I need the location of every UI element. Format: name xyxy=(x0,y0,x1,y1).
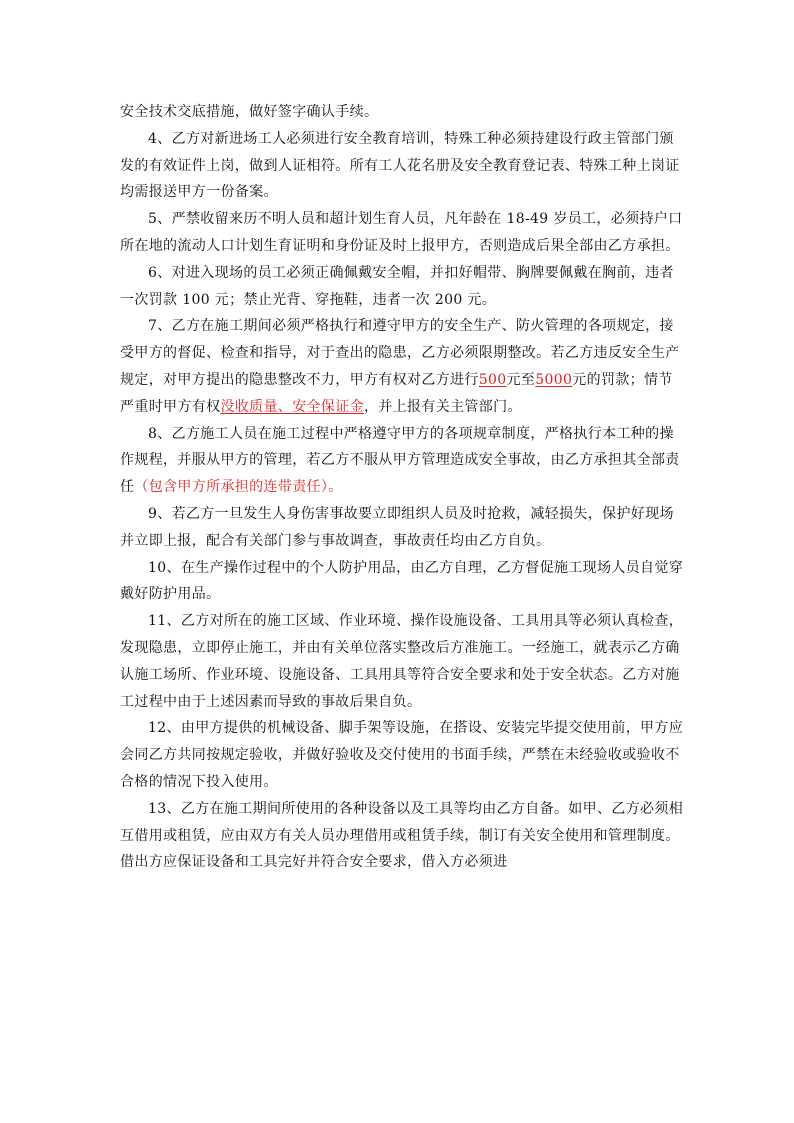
paragraph-item-7 xyxy=(120,313,686,420)
item-7-fine-max: 5000 xyxy=(535,371,573,388)
item-7-text-c: 元至 xyxy=(506,371,536,388)
paragraph-item-13: 13、乙方在施工期间所使用的各种设备以及工具等均由乙方自备。如甲、乙方必须相互借用或租赁，应由双方有关人员办理借用或租赁手续，制订有关安全使用和管理制度。借出方应保证设备和工具完好并符合安全要求，借入方必须进 xyxy=(120,800,684,871)
item-7-fine-min: 500 xyxy=(478,371,507,388)
paragraph-item-11: 11、乙方对所在的施工区域、作业环境、操作设施设备、工具用具等必须认真检查，发现隐患，立即停止施工，并由有关单位落实整改后方准施工。一经施工，就表示乙方确认施工场所、作业环境、设施设备、工具用具等符合安全要求和处于安全状态。乙方对施工过程中由于上述因素而导致的事故后果自负。 xyxy=(120,613,684,710)
item-8-joint-liability: （包含甲方所承担的连带责任）。 xyxy=(134,479,343,496)
paragraph-item-10: 10、在生产操作过程中的个人防护用品，由乙方自理，乙方督促施工现场人员自觉穿戴好防护用品。 xyxy=(120,559,684,603)
paragraph-item-6: 6、对进入现场的员工必须正确佩戴安全帽，并扣好帽带、胸牌要佩戴在胸前，违者一次罚款 100 元；禁止光背、穿拖鞋，违者一次 200 元。 xyxy=(120,264,674,308)
paragraph-item-4: 4、乙方对新进场工人必须进行安全教育培训，特殊工种必须持建设行政主管部门颁发的有效证件上岗，做到人证相符。所有工人花名册及安全教育登记表、特殊工种上岗证均需报送甲方一份备案。 xyxy=(120,130,680,201)
item-7-forfeit-deposit: 没收质量、安全保证金 xyxy=(220,398,364,415)
paragraph-item-12: 12、由甲方提供的机械设备、脚手架等设施，在搭设、安装完毕提交使用前，甲方应会同乙方共同按规定验收，并做好验收及交付使用的书面手续，严禁在未经验收或验收不合格的情况下投入使用。 xyxy=(120,720,684,790)
item-7-text-e: 元的罚款； xyxy=(572,371,645,388)
item-7-text-h: ，并上报有关主管部门。 xyxy=(363,398,522,415)
paragraph-item-5: 5、严禁收留来历不明人员和超计划生育人员，凡年龄在 18-49 岁员工，必须持户口所在地的流动人口计划生育证明和身份证及时上报甲方，否则造成后果全部由乙方承担。 xyxy=(120,211,683,254)
document-body xyxy=(120,99,686,876)
item-8-text-a: 8、乙方施工人员在施工过程中严格遵守甲方的各项规章制度，严格执行本工种的操作规程，并服从甲方的管理，若乙方不服从甲方管理造成安全事故，由乙方承担其全部责任 xyxy=(120,425,680,496)
paragraph-item-8 xyxy=(120,421,686,501)
paragraph-continuation: 安全技术交底措施，做好签字确认手续。 xyxy=(120,104,379,120)
item-7-text-a: 7、乙方在施工期间必须严格执行和遵守甲方的安全生产、防火管理的各项规定，接受甲方的督促、检查和指导，对于查出的隐患，乙方必须限期整改。若乙方违反安全生产规定，对甲方提出的隐患整改不力，甲方有权对乙方进行 xyxy=(120,318,680,388)
item-7-text-f: 情节严重时甲方有权 xyxy=(120,371,673,415)
paragraph-item-9: 9、若乙方一旦发生人身伤害事故要立即组织人员及时抢救，减轻损失，保护好现场并立即上报，配合有关部门参与事故调查，事故责任均由乙方自负。 xyxy=(120,505,674,549)
